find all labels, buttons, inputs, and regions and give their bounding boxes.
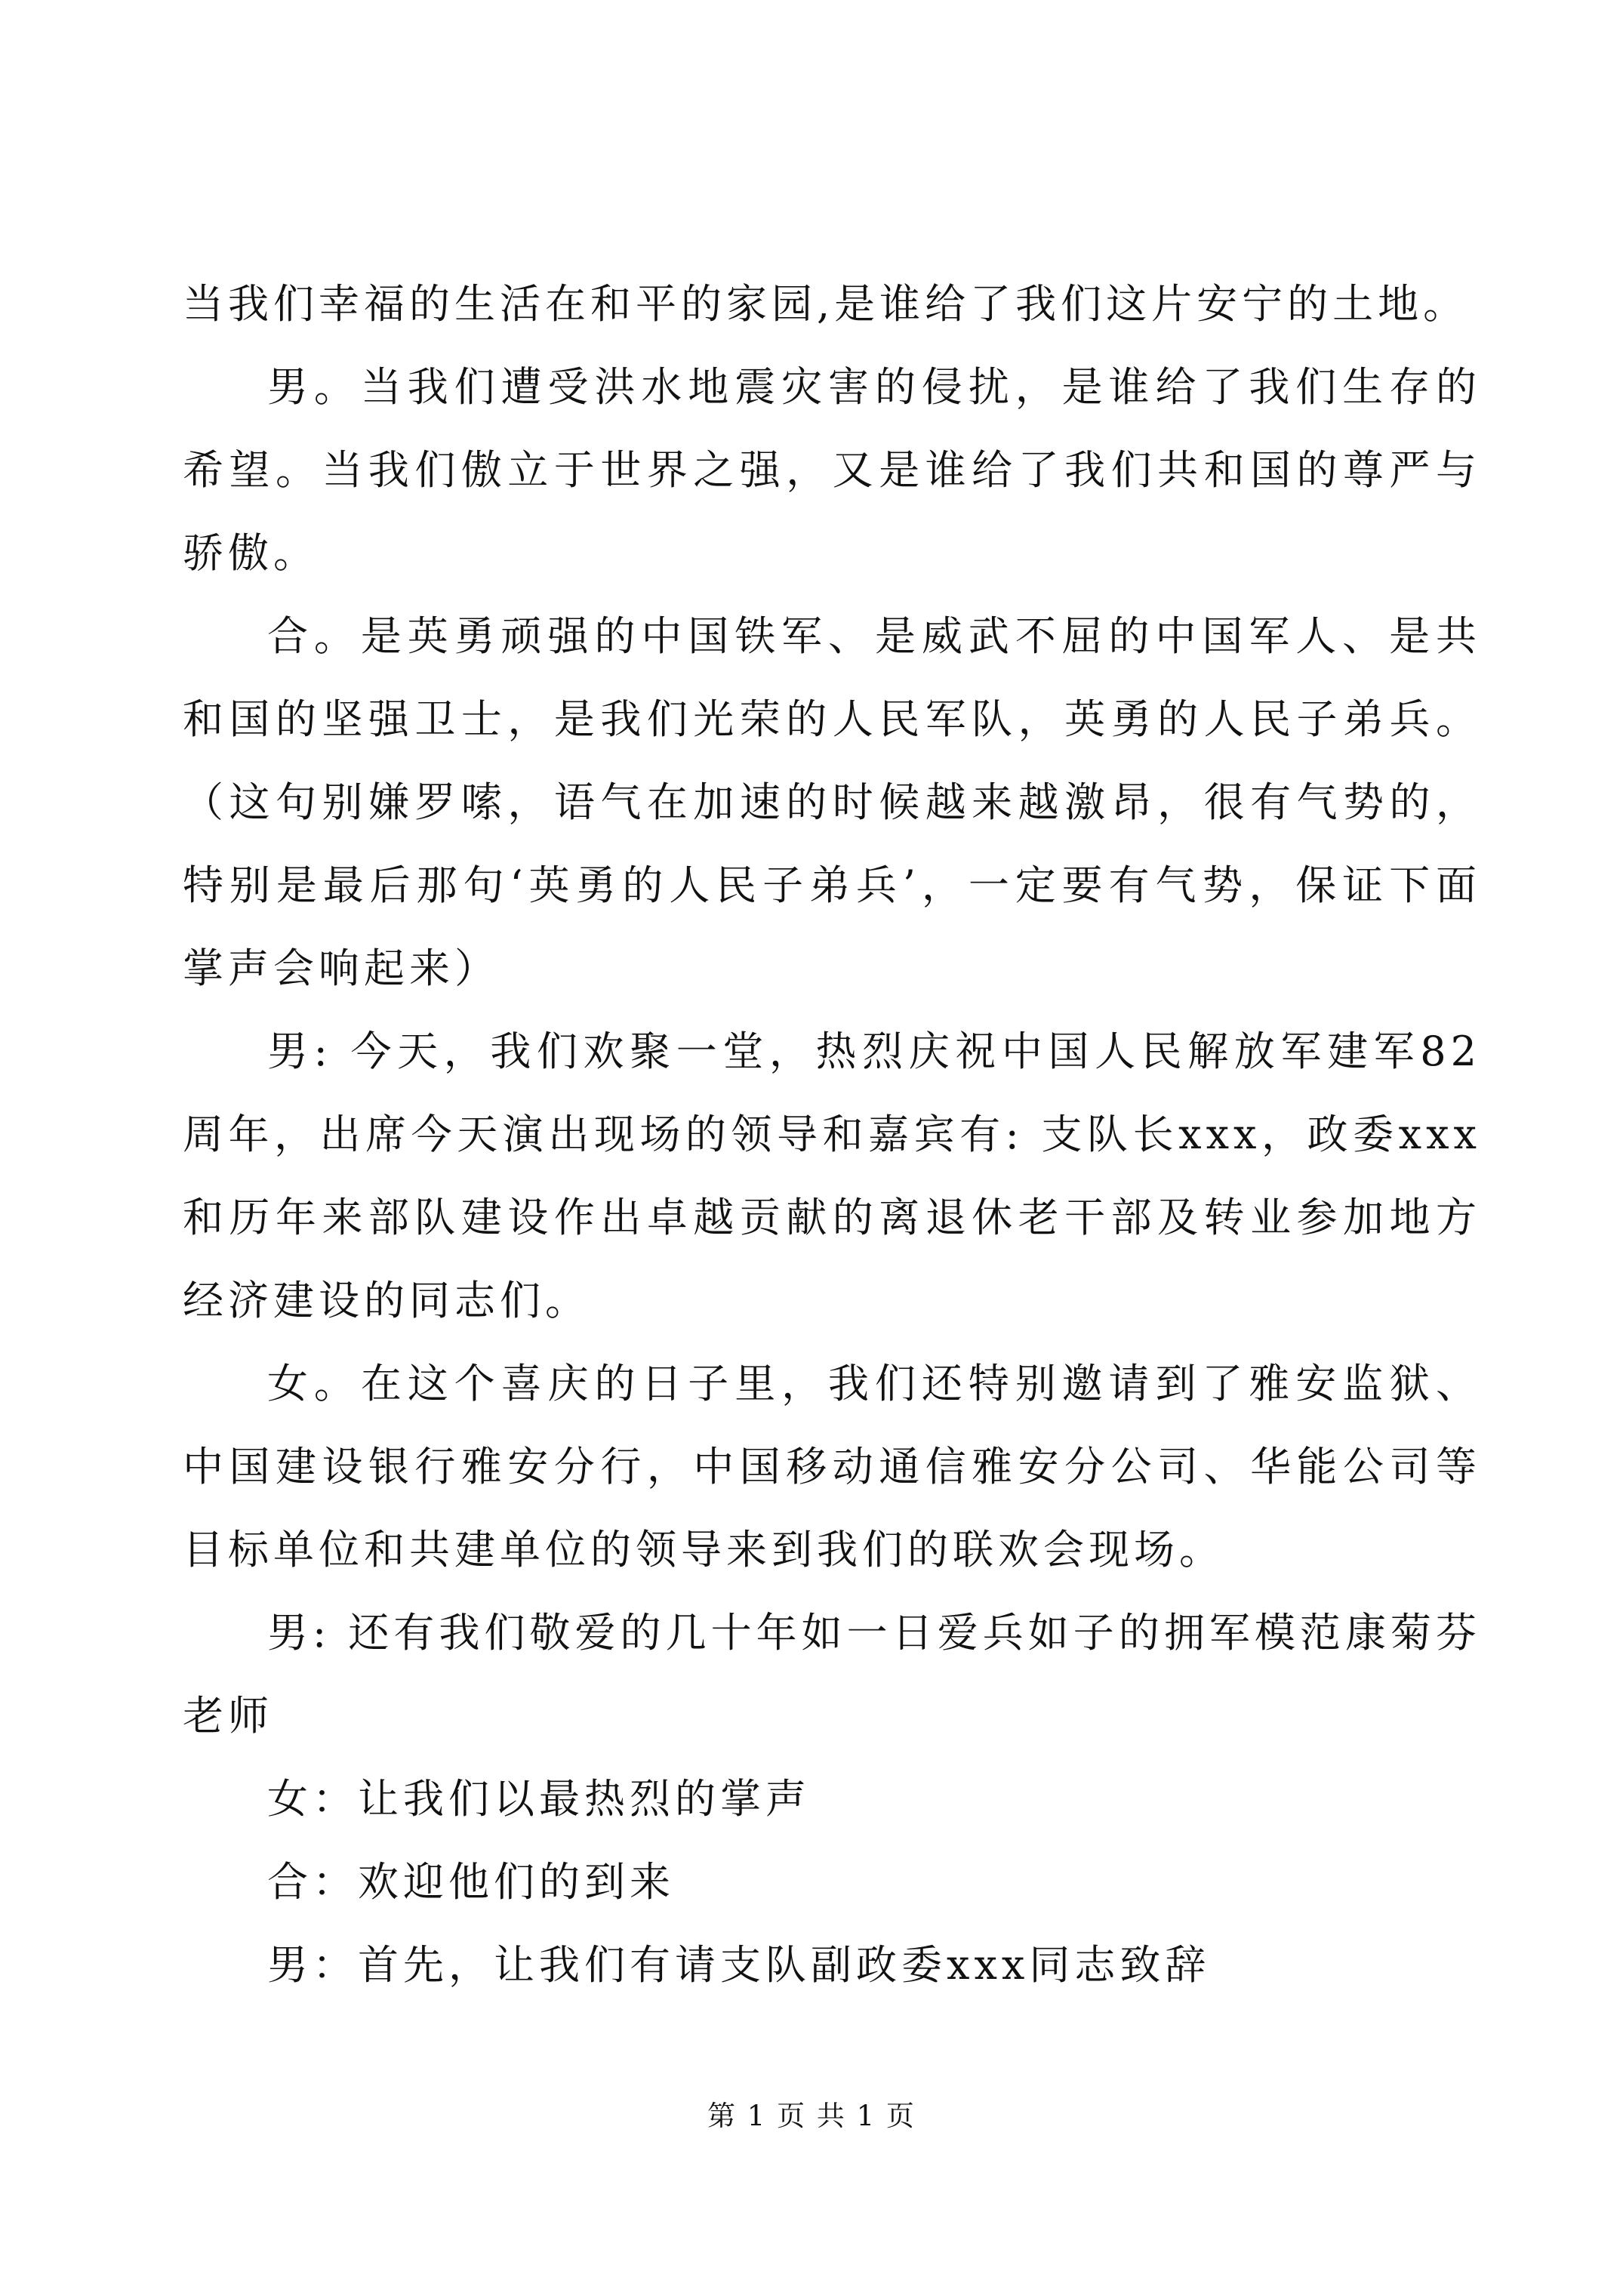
paragraph-male-3: 男: 还有我们敬爱的几十年如一日爱兵如子的拥军模范康菊芬老师 bbox=[183, 1609, 1481, 1740]
page-number-footer: 第 1 页 共 1 页 bbox=[707, 2100, 916, 2132]
paragraph-together-1: 合。是英勇顽强的中国铁军、是威武不屈的中国军人、是共和国的坚强卫士，是我们光荣的人民军队，英勇的人民子弟兵。（这句别嫌罗嗦，语气在加速的时候越来越激昂，很有气势的，特别是最后那句‘英勇的人民子弟兵’，一定要有气势，保证下面掌声会响起来） bbox=[183, 612, 1481, 992]
paragraph-male-4: 男：首先，让我们有请支队副政委xxx同志致辞 bbox=[267, 1941, 1211, 1989]
document-body bbox=[183, 263, 1481, 2007]
paragraph-intro: 当我们幸福的生活在和平的家园,是谁给了我们这片安宁的土地。 bbox=[183, 280, 1469, 328]
paragraph-female-1: 女。在这个喜庆的日子里，我们还特别邀请到了雅安监狱、中国建设银行雅安分行，中国移动通信雅安分公司、华能公司等目标单位和共建单位的领导来到我们的联欢会现场。 bbox=[183, 1360, 1481, 1573]
paragraph-male-2: 男: 今天，我们欢聚一堂，热烈庆祝中国人民解放军建军82周年，出席今天演出现场的领导和嘉宾有: 支队长xxx，政委xxx和历年来部队建设作出卓越贡献的离退休老干部及转业参加地方经济建设的同志们。 bbox=[183, 1028, 1481, 1324]
paragraph-female-2: 女：让我们以最热烈的掌声 bbox=[267, 1775, 811, 1823]
paragraph-together-2: 合：欢迎他们的到来 bbox=[267, 1858, 675, 1906]
paragraph-male-1: 男。当我们遭受洪水地震灾害的侵扰，是谁给了我们生存的希望。当我们傲立于世界之强，又是谁给了我们共和国的尊严与骄傲。 bbox=[183, 363, 1481, 577]
